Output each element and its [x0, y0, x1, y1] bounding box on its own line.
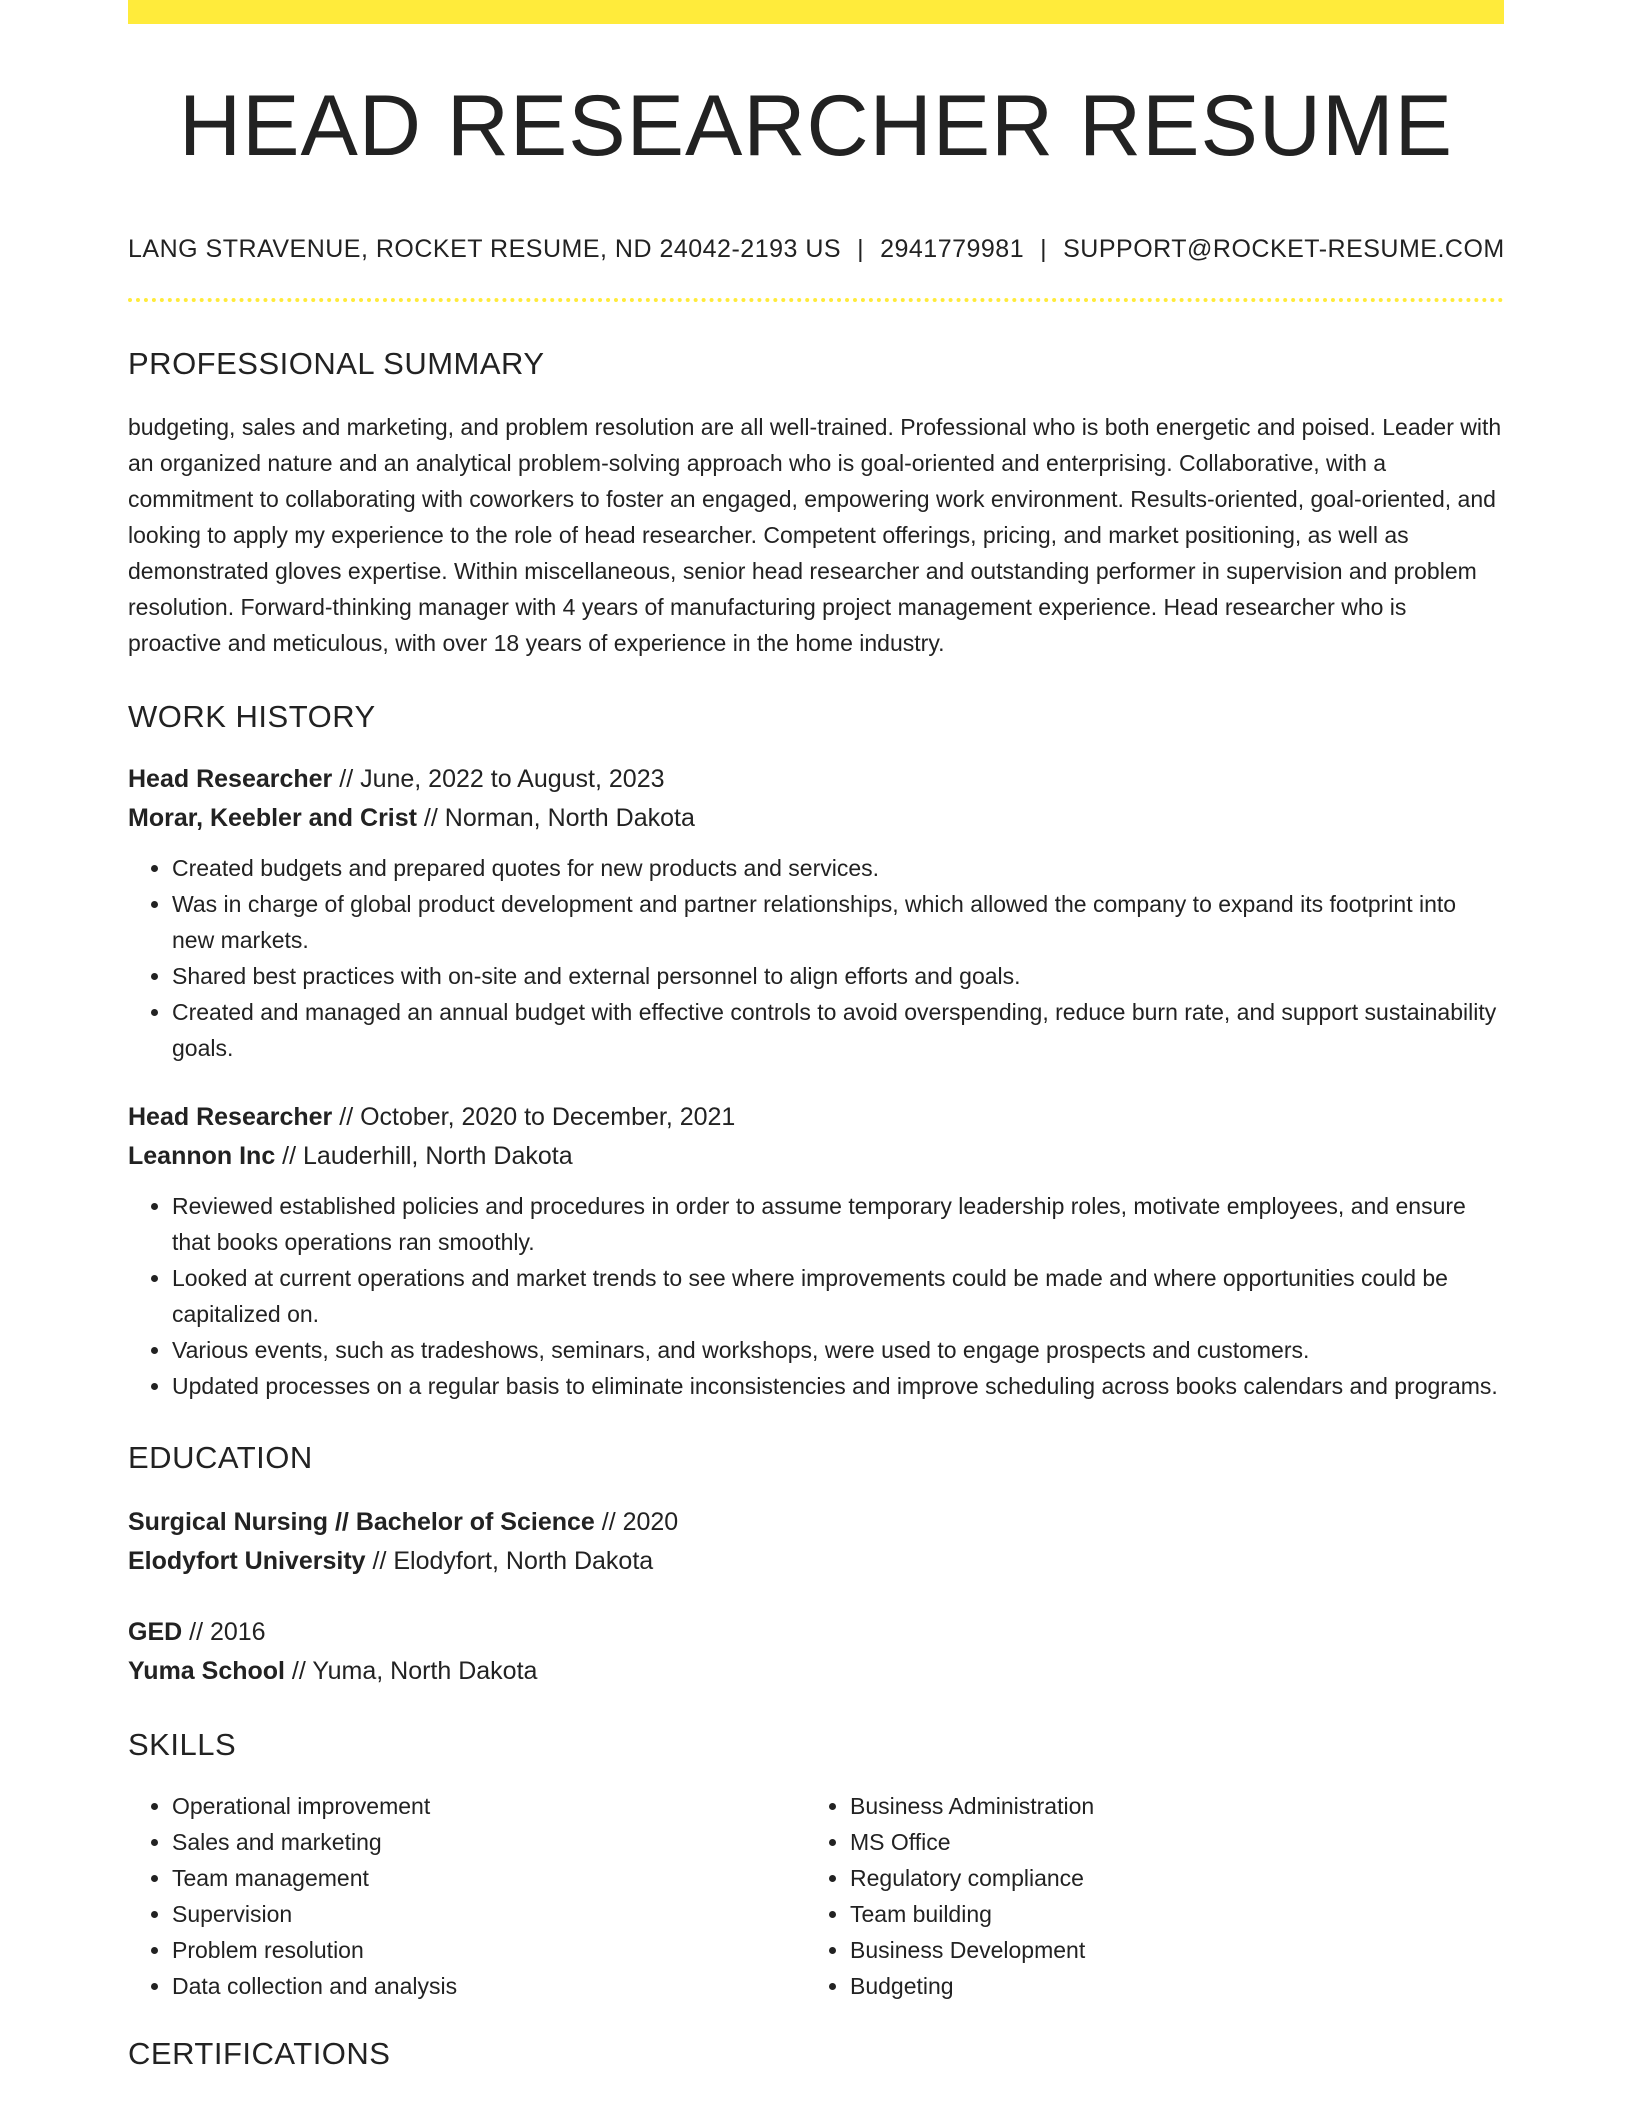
job-company-line: [128, 799, 1504, 838]
education-school: Elodyfort University: [128, 1547, 366, 1575]
skill-item: • Problem resolution: [172, 1932, 806, 1968]
job-bullet-list: [128, 850, 1504, 1066]
education-degree: GED: [128, 1618, 183, 1646]
job-bullet: • Shared best practices with on-site and external personnel to align efforts and goals.: [172, 958, 1504, 994]
job-title-line: [128, 1098, 1504, 1137]
skill-item: • Team management: [172, 1860, 806, 1896]
job-company-line: [128, 1137, 1504, 1176]
contact-address: LANG STRAVENUE, ROCKET RESUME, ND 24042-2193 US: [128, 235, 842, 263]
job-dates: // June, 2022 to August, 2023: [332, 765, 665, 793]
resume-page: [128, 0, 1504, 2069]
job-title: Head Researcher: [128, 1103, 333, 1131]
contact-email: SUPPORT@ROCKET-RESUME.COM: [1063, 235, 1505, 263]
skill-item: • Supervision: [172, 1896, 806, 1932]
job-bullet-list: [128, 1188, 1504, 1404]
education-degree: Surgical Nursing // Bachelor of Science: [128, 1508, 595, 1536]
job-entry: [128, 1098, 1504, 1404]
section-heading-education: EDUCATION: [128, 1440, 313, 1475]
job-bullet: • Various events, such as tradeshows, seminars, and workshops, were used to engage prospects and customers.: [172, 1332, 1504, 1368]
education-degree-line: [128, 1503, 1504, 1542]
section-heading-work-history: WORK HISTORY: [128, 699, 376, 734]
job-bullet: • Looked at current operations and market trends to see where improvements could be made and where opportunities could be capitalized on.: [172, 1260, 1504, 1332]
skill-item: • Business Development: [850, 1932, 1484, 1968]
contact-separator: |: [857, 235, 865, 263]
resume-title: HEAD RESEARCHER RESUME: [179, 78, 1453, 174]
skills-list-right: [806, 1788, 1484, 2004]
education-school-line: [128, 1542, 1504, 1581]
accent-top-bar: [128, 0, 1504, 24]
job-title-line: [128, 760, 1504, 799]
skill-item: • Operational improvement: [172, 1788, 806, 1824]
education-year: // 2016: [182, 1618, 266, 1646]
job-bullet: • Updated processes on a regular basis to eliminate inconsistencies and improve scheduling across books calendars and programs.: [172, 1368, 1504, 1404]
education-location: // Yuma, North Dakota: [284, 1657, 538, 1685]
skill-item: • Budgeting: [850, 1968, 1484, 2004]
education-degree-line: [128, 1613, 1504, 1652]
skills-grid: [128, 1788, 1504, 2004]
section-heading-summary: PROFESSIONAL SUMMARY: [128, 346, 545, 381]
education-entry: [128, 1503, 1504, 1581]
education-school: Yuma School: [128, 1657, 285, 1685]
contact-separator: |: [1040, 235, 1048, 263]
skill-item: • Sales and marketing: [172, 1824, 806, 1860]
job-bullet: • Reviewed established policies and procedures in order to assume temporary leadership roles, motivate employees, and ensure that books operations ran smoothly.: [172, 1188, 1504, 1260]
dotted-divider: [128, 298, 1504, 302]
section-heading-skills: SKILLS: [128, 1727, 237, 1762]
job-location: // Lauderhill, North Dakota: [275, 1142, 573, 1170]
education-year: // 2020: [594, 1508, 679, 1536]
job-dates: // October, 2020 to December, 2021: [332, 1103, 736, 1131]
skill-item: • Regulatory compliance: [850, 1860, 1484, 1896]
job-title: Head Researcher: [128, 765, 333, 793]
job-entry: [128, 760, 1504, 1066]
skill-item: • Team building: [850, 1896, 1484, 1932]
job-bullet: • Was in charge of global product development and partner relationships, which allowed the company to expand its footprint into new markets.: [172, 886, 1504, 958]
skills-list-left: [128, 1788, 806, 2004]
summary-text: budgeting, sales and marketing, and problem resolution are all well-trained. Professional who is both energetic and poised. Leader with an organized nature and an analytical problem-solving approach who is goal-oriented and enterprising. Collaborative, with a commitment to collaborating with coworkers to foster an engaged, empowering work environment. Results-oriented, goal-oriented, and looking to apply my experience to the role of head researcher. Competent offerings, pricing, and market positioning, as well as demonstrated gloves expertise. Within miscellaneous, senior head researcher and outstanding performer in supervision and problem resolution. Forward-thinking manager with 4 years of manufacturing project management experience. Head researcher who is proactive and meticulous, with over 18 years of experience in the home industry.: [128, 414, 1502, 656]
job-company: Leannon Inc: [128, 1142, 276, 1170]
education-entry: [128, 1613, 1504, 1691]
contact-line: [128, 237, 1504, 262]
job-bullet: • Created and managed an annual budget with effective controls to avoid overspending, reduce burn rate, and support sustainability goals.: [172, 994, 1504, 1066]
skill-item: • Business Administration: [850, 1788, 1484, 1824]
education-location: // Elodyfort, North Dakota: [365, 1547, 654, 1575]
skill-item: • MS Office: [850, 1824, 1484, 1860]
education-school-line: [128, 1652, 1504, 1691]
section-heading-certifications: CERTIFICATIONS: [128, 2036, 391, 2071]
job-company: Morar, Keebler and Crist: [128, 804, 417, 832]
job-location: // Norman, North Dakota: [416, 804, 695, 832]
contact-phone: 2941779981: [880, 235, 1025, 263]
skill-item: • Data collection and analysis: [172, 1968, 806, 2004]
job-bullet: • Created budgets and prepared quotes for new products and services.: [172, 850, 1504, 886]
